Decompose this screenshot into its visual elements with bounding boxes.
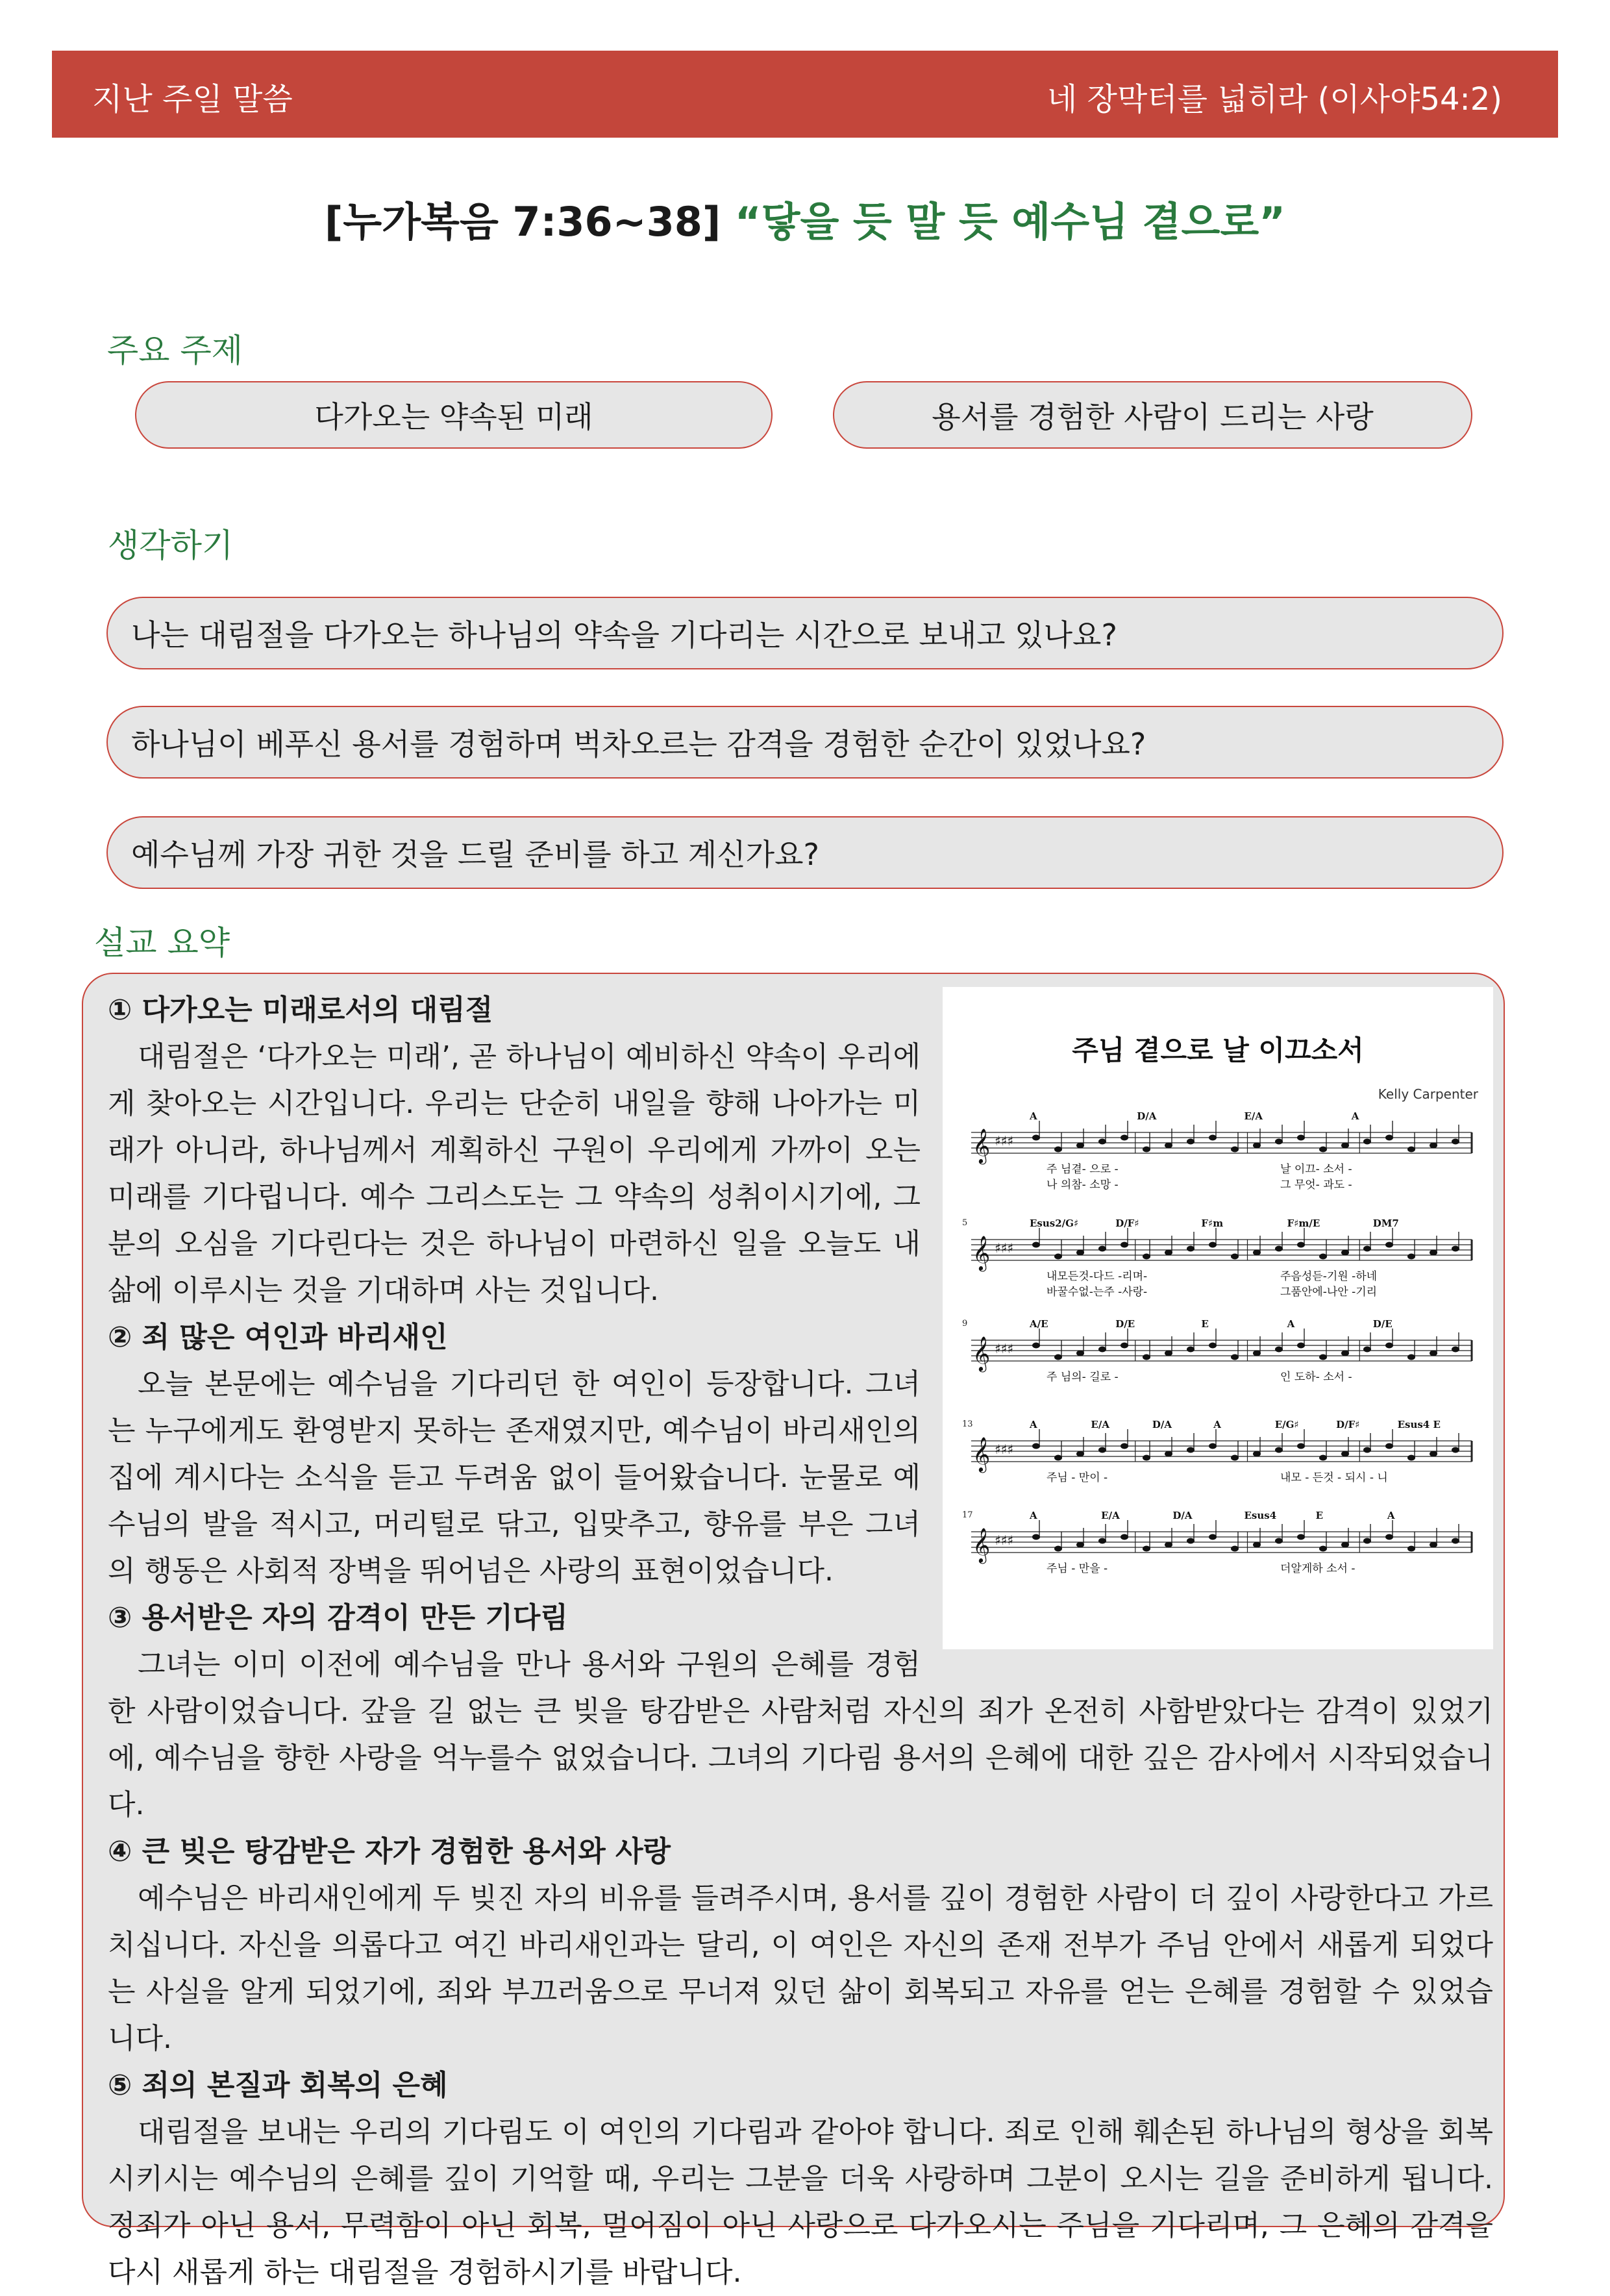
- note-head: [1452, 1246, 1459, 1252]
- chord-symbol: A: [1213, 1419, 1221, 1430]
- note-head: [1297, 1534, 1305, 1540]
- note-head: [1319, 1354, 1327, 1360]
- note-head: [1143, 1147, 1150, 1153]
- note-head: [1054, 1147, 1062, 1153]
- topic-text: 다가오는 약속된 미래: [314, 399, 593, 434]
- chord-symbol: E: [1201, 1318, 1209, 1330]
- key-signature-icon: ♯♯♯: [995, 1240, 1014, 1256]
- note-head: [1209, 1443, 1217, 1449]
- header-theme-verse: 네 장막터를 넓히라 (이사야54:2): [1046, 81, 1502, 118]
- note-head: [1209, 1343, 1217, 1349]
- note-head: [1275, 1347, 1283, 1353]
- chord-symbol: D/E: [1115, 1318, 1135, 1330]
- note-head: [1430, 1143, 1437, 1149]
- chord-symbol: F♯m: [1201, 1217, 1224, 1229]
- page-title: [0, 190, 1610, 247]
- chord-symbol: D/A: [1137, 1110, 1157, 1122]
- chord-symbol: F♯m/E: [1287, 1217, 1320, 1229]
- treble-clef-icon: 𝄞: [972, 1527, 991, 1562]
- note-head: [1407, 1254, 1415, 1260]
- summary-body-2: 오늘 본문에는 예수님을 기다리던 한 여인이 등장합니다. 그녀는 누구에게도 환영받지 못하는 존재였지만, 예수님이 바리새인의 집에 계시다는 소식을 듣고 두려움 없이 들어왔습니다. 눈물로 예수님의 발을 적시고, 머리털로 닦고, 입맞추고, 향유를 부은 그녀의 행동은 사회적 장벽을 뛰어넘은 사랑의 표현이었습니다.: [108, 1367, 921, 1588]
- note-head: [1407, 1147, 1415, 1153]
- note-head: [1143, 1546, 1150, 1552]
- note-head: [1385, 1443, 1393, 1449]
- note-head: [1187, 1347, 1195, 1353]
- note-head: [1363, 1538, 1371, 1544]
- lyric-line: 내모 - 든것 - 되시 - 니: [1280, 1471, 1388, 1484]
- note-head: [1363, 1246, 1371, 1252]
- note-head: [1032, 1242, 1040, 1248]
- key-signature-icon: ♯♯♯: [995, 1341, 1014, 1356]
- note-head: [1032, 1443, 1040, 1449]
- note-head: [1054, 1455, 1062, 1461]
- note-head: [1231, 1354, 1239, 1360]
- note-head: [1275, 1538, 1283, 1544]
- note-head: [1165, 1451, 1172, 1457]
- chord-symbol: D/A: [1152, 1419, 1172, 1430]
- summary-heading-3: ③ 용서받은 자의 감격이 만든 기다림: [108, 1601, 568, 1634]
- question-pill-1: [106, 597, 1504, 669]
- chord-symbol: A: [1030, 1419, 1037, 1430]
- note-head: [1209, 1135, 1217, 1141]
- note-head: [1076, 1542, 1084, 1548]
- note-head: [1297, 1135, 1305, 1141]
- note-head: [1341, 1250, 1349, 1256]
- note-head: [1253, 1351, 1261, 1356]
- summary-content: [108, 987, 1493, 2296]
- note-head: [1363, 1347, 1371, 1353]
- note-head: [1319, 1147, 1327, 1153]
- chord-symbol: Esus4 E: [1397, 1419, 1441, 1430]
- note-head: [1253, 1143, 1261, 1149]
- note-head: [1098, 1538, 1106, 1544]
- note-head: [1385, 1242, 1393, 1248]
- sheet-music-composer: Kelly Carpenter: [1378, 1086, 1478, 1102]
- note-head: [1407, 1546, 1415, 1552]
- summary-heading-4: ④ 큰 빚은 탕감받은 자가 경험한 용서와 사랑: [108, 1835, 671, 1868]
- question-text: 나는 대림절을 다가오는 하나님의 약속을 기다리는 시간으로 보내고 있나요?: [131, 618, 1117, 653]
- lyric-line: 주님 - 만을 -: [1046, 1562, 1108, 1575]
- note-head: [1076, 1351, 1084, 1356]
- note-head: [1187, 1246, 1195, 1252]
- chord-symbol: E: [1315, 1510, 1324, 1521]
- note-head: [1253, 1451, 1261, 1457]
- lyric-line: 주님 - 만이 -: [1046, 1471, 1108, 1484]
- note-head: [1275, 1447, 1283, 1453]
- lyric-line: 그품안에-나안 -기리: [1280, 1286, 1378, 1299]
- note-head: [1385, 1534, 1393, 1540]
- summary-heading-1: ① 다가오는 미래로서의 대림절: [108, 993, 493, 1027]
- sheet-music: [943, 987, 1493, 1649]
- note-head: [1165, 1351, 1172, 1356]
- question-text: 하나님이 베푸신 용서를 경험하며 벅차오르는 감격을 경험한 순간이 있었나요?: [131, 727, 1146, 762]
- lyric-line: 주 님의- 길로 -: [1046, 1371, 1119, 1384]
- note-head: [1385, 1343, 1393, 1349]
- measure-number: 17: [962, 1510, 973, 1520]
- note-head: [1430, 1451, 1437, 1457]
- chord-symbol: A: [1287, 1318, 1295, 1330]
- lyric-line: 주음성듣-기원 -하네: [1280, 1270, 1378, 1283]
- note-head: [1231, 1546, 1239, 1552]
- sermon-title: “닿을 듯 말 듯 예수님 곁으로”: [734, 198, 1286, 245]
- note-head: [1187, 1139, 1195, 1145]
- note-head: [1143, 1455, 1150, 1461]
- topic-text: 용서를 경험한 사람이 드리는 사랑: [932, 399, 1374, 434]
- summary-heading-5: ⑤ 죄의 본질과 회복의 은혜: [108, 2069, 448, 2102]
- chord-symbol: E/G♯: [1274, 1419, 1299, 1430]
- header-bar: [52, 51, 1558, 138]
- key-signature-icon: ♯♯♯: [995, 1133, 1014, 1149]
- note-head: [1054, 1546, 1062, 1552]
- chord-symbol: E/A: [1091, 1419, 1109, 1430]
- note-head: [1231, 1455, 1239, 1461]
- treble-clef-icon: 𝄞: [972, 1128, 991, 1163]
- note-head: [1165, 1250, 1172, 1256]
- chord-symbol: Esus4: [1244, 1510, 1277, 1521]
- note-head: [1341, 1542, 1349, 1548]
- note-head: [1385, 1135, 1393, 1141]
- chord-symbol: E/A: [1244, 1110, 1263, 1122]
- note-head: [1231, 1254, 1239, 1260]
- chord-symbol: A: [1030, 1110, 1037, 1122]
- note-head: [1054, 1254, 1062, 1260]
- measure-number: 5: [962, 1218, 968, 1228]
- lyric-line: 인 도하- 소서 -: [1280, 1371, 1352, 1384]
- chord-symbol: A: [1387, 1510, 1395, 1521]
- note-head: [1143, 1254, 1150, 1260]
- lyric-line: 그 무엇- 과도 -: [1280, 1179, 1352, 1192]
- note-head: [1319, 1546, 1327, 1552]
- note-head: [1341, 1143, 1349, 1149]
- treble-clef-icon: 𝄞: [972, 1336, 991, 1371]
- treble-clef-icon: 𝄞: [972, 1436, 991, 1471]
- summary-heading-2: ② 죄 많은 여인과 바리새인: [108, 1321, 448, 1354]
- header-section-label: 지난 주일 말씀: [92, 81, 293, 118]
- key-signature-icon: ♯♯♯: [995, 1441, 1014, 1457]
- note-head: [1076, 1451, 1084, 1457]
- note-head: [1452, 1139, 1459, 1145]
- measure-number: 13: [962, 1419, 973, 1429]
- note-head: [1098, 1246, 1106, 1252]
- note-head: [1187, 1538, 1195, 1544]
- chord-symbol: A/E: [1030, 1318, 1048, 1330]
- summary-body-3: 그녀는 이미 이전에 예수님을 만나 용서와 구원의 은혜를 경험한 사람이었습니다. 갚을 길 없는 큰 빚을 탕감받은 사람처럼 자신의 죄가 온전히 사함받았다는 감격이 있었기에, 예수님을 향한 사랑을 억누를수 없었습니다. 그녀의 기다림 용서의 은혜에 대한 깊은 감사에서 시작되었습니다.: [108, 1648, 1493, 1821]
- question-text: 예수님께 가장 귀한 것을 드릴 준비를 하고 계신가요?: [131, 837, 819, 872]
- summary-label: 설교 요약: [94, 924, 230, 962]
- note-head: [1098, 1139, 1106, 1145]
- note-head: [1430, 1542, 1437, 1548]
- note-head: [1054, 1354, 1062, 1360]
- note-head: [1430, 1250, 1437, 1256]
- note-head: [1143, 1354, 1150, 1360]
- note-head: [1165, 1143, 1172, 1149]
- note-head: [1121, 1534, 1128, 1540]
- note-head: [1165, 1542, 1172, 1548]
- note-head: [1363, 1139, 1371, 1145]
- sheet-music-title: 주님 곁으로 날 이끄소서: [1072, 1034, 1364, 1066]
- lyric-line: 나 의참- 소망 -: [1046, 1179, 1119, 1192]
- note-head: [1452, 1538, 1459, 1544]
- note-head: [1319, 1254, 1327, 1260]
- note-head: [1098, 1347, 1106, 1353]
- treble-clef-icon: 𝄞: [972, 1235, 991, 1270]
- sheet-music-score: [943, 987, 1493, 1649]
- chord-symbol: A: [1351, 1110, 1359, 1122]
- note-head: [1121, 1343, 1128, 1349]
- note-head: [1209, 1534, 1217, 1540]
- chord-symbol: Esus2/G♯: [1030, 1217, 1079, 1229]
- scripture-reference: [누가복음 7:36~38]: [324, 198, 721, 245]
- summary-body-4: 예수님은 바리새인에게 두 빚진 자의 비유를 들려주시며, 용서를 깊이 경험한 사람이 더 깊이 사랑한다고 가르치십니다. 자신을 의롭다고 여긴 바리새인과는 달리, 이 여인은 자신의 존재 전부가 주님 안에서 새롭게 되었다는 사실을 알게 되었기에, 죄와 부끄러움으로 무너져 있던 삶이 회복되고 자유를 얻는 은혜를 경험할 수 있었습니다.: [108, 1882, 1493, 2055]
- note-head: [1430, 1351, 1437, 1356]
- lyric-line: 날 이끄- 소서 -: [1280, 1163, 1352, 1176]
- chord-symbol: A: [1030, 1510, 1037, 1521]
- note-head: [1297, 1343, 1305, 1349]
- note-head: [1121, 1135, 1128, 1141]
- chord-symbol: D/F♯: [1115, 1217, 1139, 1229]
- note-head: [1076, 1250, 1084, 1256]
- note-head: [1275, 1139, 1283, 1145]
- note-head: [1319, 1455, 1327, 1461]
- note-head: [1076, 1143, 1084, 1149]
- note-head: [1341, 1351, 1349, 1356]
- key-signature-icon: ♯♯♯: [995, 1532, 1014, 1548]
- note-head: [1253, 1542, 1261, 1548]
- note-head: [1098, 1447, 1106, 1453]
- topic-pill-2: [833, 381, 1472, 449]
- note-head: [1275, 1246, 1283, 1252]
- chord-symbol: D/F♯: [1336, 1419, 1360, 1430]
- note-head: [1253, 1250, 1261, 1256]
- note-head: [1452, 1347, 1459, 1353]
- summary-body-1: 대림절은 ‘다가오는 미래’, 곧 하나님이 예비하신 약속이 우리에게 찾아오는 시간입니다. 우리는 단순히 내일을 향해 나아가는 미래가 아니라, 하나님께서 계획하신 구원이 우리에게 가까이 오는 미래를 기다립니다. 예수 그리스도는 그 약속의 성취이시기에, 그분의 오심을 기다린다는 것은 하나님이 마련하신 일을 오늘도 내 삶에 이루시는 것을 기대하며 사는 것입니다.: [108, 1040, 921, 1307]
- question-pill-2: [106, 706, 1504, 779]
- note-head: [1297, 1242, 1305, 1248]
- note-head: [1452, 1447, 1459, 1453]
- chord-symbol: DM7: [1372, 1217, 1399, 1229]
- note-head: [1231, 1147, 1239, 1153]
- reflection-label: 생각하기: [108, 527, 234, 564]
- lyric-line: 더알게하 소서 -: [1280, 1562, 1356, 1575]
- note-head: [1121, 1443, 1128, 1449]
- note-head: [1032, 1343, 1040, 1349]
- note-head: [1209, 1242, 1217, 1248]
- chord-symbol: E/A: [1101, 1510, 1120, 1521]
- note-head: [1407, 1354, 1415, 1360]
- note-head: [1341, 1451, 1349, 1457]
- lyric-line: 바꿀수없-는주 -사랑-: [1046, 1286, 1148, 1299]
- note-head: [1363, 1447, 1371, 1453]
- topic-pill-1: [135, 381, 773, 449]
- note-head: [1187, 1447, 1195, 1453]
- note-head: [1032, 1534, 1040, 1540]
- chord-symbol: D/E: [1372, 1318, 1393, 1330]
- question-pill-3: [106, 816, 1504, 889]
- note-head: [1407, 1455, 1415, 1461]
- summary-body-5: 대림절을 보내는 우리의 기다림도 이 여인의 기다림과 같아야 합니다. 죄로 인해 훼손된 하나님의 형상을 회복시키시는 예수님의 은혜를 깊이 기억할 때, 우리는 그분을 더욱 사랑하며 그분이 오시는 길을 준비하게 됩니다. 정죄가 아닌 용서, 무력함이 아닌 회복, 멀어짐이 아닌 사랑으로 다가오시는 주님을 기다리며, 그 은혜의 감격을 다시 새롭게 하는 대림절을 경험하시기를 바랍니다.: [108, 2115, 1493, 2289]
- lyric-line: 주 님곁- 으로 -: [1046, 1163, 1119, 1176]
- note-head: [1032, 1135, 1040, 1141]
- lyric-line: 내모든것-다드 -리며-: [1046, 1270, 1148, 1283]
- note-head: [1121, 1242, 1128, 1248]
- note-head: [1297, 1443, 1305, 1449]
- topics-label: 주요 주제: [107, 332, 243, 369]
- measure-number: 9: [962, 1319, 968, 1329]
- chord-symbol: D/A: [1172, 1510, 1193, 1521]
